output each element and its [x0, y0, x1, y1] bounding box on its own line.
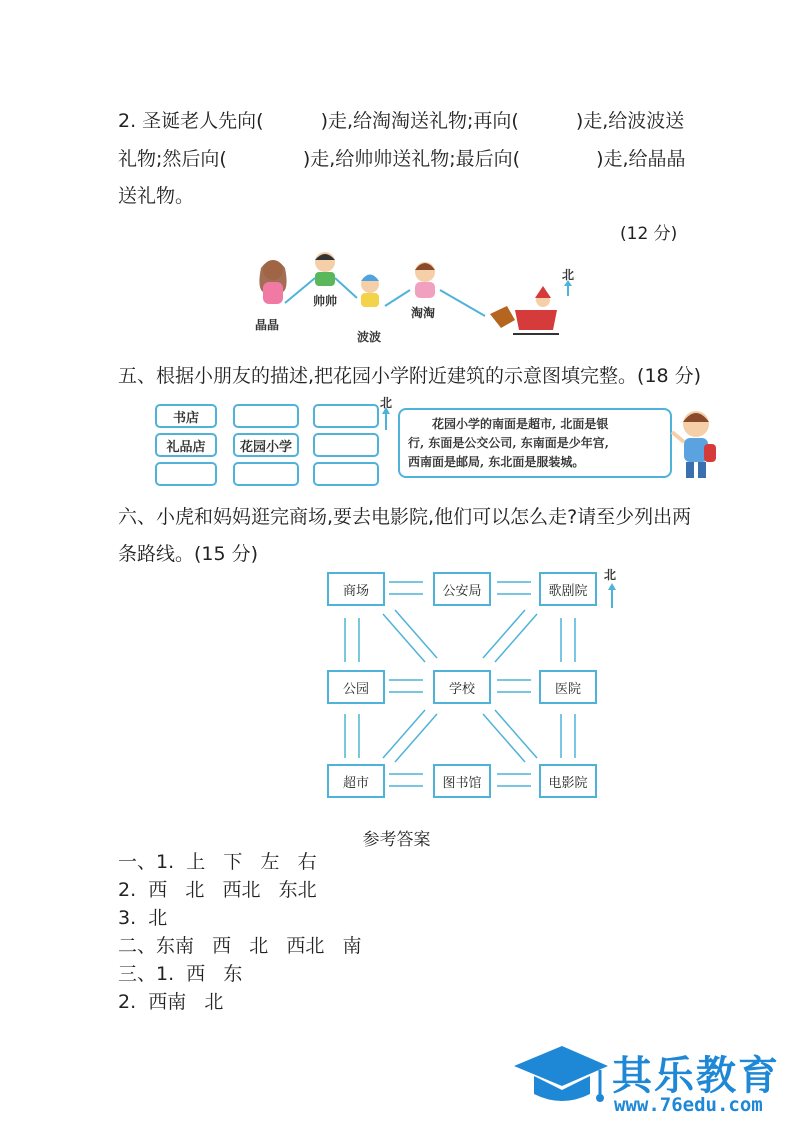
north-label: 北 — [562, 268, 575, 282]
map-supermarket: 超市 — [327, 764, 385, 798]
q6-street-map — [325, 570, 635, 802]
label-bobo: 波波 — [357, 330, 382, 344]
map-library: 图书馆 — [433, 764, 491, 798]
q6-line-1: 六、小虎和妈妈逛完商场,要去电影院,他们可以怎么走?请至少列出两 — [118, 506, 692, 528]
answer-line-6: 2. 西南 北 — [118, 991, 224, 1013]
label-taotao: 淘淘 — [411, 306, 436, 320]
grid-cell-6[interactable] — [313, 433, 379, 457]
map-opera-house: 歌剧院 — [539, 572, 597, 606]
kid-bobo-icon — [361, 275, 379, 308]
grid-cell-1: 书店 — [155, 404, 217, 428]
answer-line-4: 二、东南 西 北 西北 南 — [118, 935, 362, 957]
map-hospital: 医院 — [539, 670, 597, 704]
logo-url: www.76edu.com — [614, 1094, 763, 1116]
speech-line-3: 西南面是邮局, 东北面是服装城。 — [408, 455, 585, 469]
answers-title: 参考答案 — [362, 830, 431, 850]
map-cinema: 电影院 — [539, 764, 597, 798]
grid-cell-8[interactable] — [233, 462, 299, 486]
label-jingjing: 晶晶 — [255, 318, 280, 332]
grid-cell-4: 礼品店 — [155, 433, 217, 457]
answer-line-2: 2. 西 北 西北 东北 — [118, 879, 317, 901]
grid-cell-7[interactable] — [155, 462, 217, 486]
map-police-station: 公安局 — [433, 572, 491, 606]
kid-taotao-icon — [415, 262, 435, 298]
kid-speaker-icon — [668, 404, 724, 484]
map-school: 学校 — [433, 670, 491, 704]
sleigh-icon — [490, 286, 559, 334]
graduation-cap-icon — [510, 1040, 610, 1106]
answer-line-1: 一、1. 上 下 左 右 — [118, 851, 317, 873]
q5-title: 五、根据小朋友的描述,把花园小学附近建筑的示意图填完整。(18 分) — [118, 365, 702, 387]
map-park: 公园 — [327, 670, 385, 704]
santa-route-figure — [245, 248, 575, 348]
speech-line-2: 行, 东面是公交公司, 东南面是少年宫, — [408, 436, 609, 450]
answer-line-5: 三、1. 西 东 — [118, 963, 243, 985]
kid-shuaishuai-icon — [315, 252, 335, 286]
grid-cell-5: 花园小学 — [233, 433, 299, 457]
map-mall: 商场 — [327, 572, 385, 606]
q6-line-2: 条路线。(15 分) — [118, 543, 259, 565]
grid-cell-2[interactable] — [233, 404, 299, 428]
q2-line-1: 2. 圣诞老人先向( )走,给淘淘送礼物;再向( )走,给波波送 — [118, 110, 685, 132]
kid-jingjing-icon — [259, 260, 286, 304]
label-shuaishuai: 帅帅 — [313, 294, 338, 308]
speech-bubble — [398, 408, 672, 478]
q2-line-2: 礼物;然后向( )走,给帅帅送礼物;最后向( )走,给晶晶 — [118, 148, 686, 170]
q5-building-grid — [155, 404, 395, 490]
grid-cell-3[interactable] — [313, 404, 379, 428]
route-lines — [245, 248, 575, 348]
logo-name: 其乐教育 — [612, 1053, 780, 1099]
answer-line-3: 3. 北 — [118, 907, 168, 929]
q2-line-3: 送礼物。 — [118, 185, 195, 207]
speech-line-1: 花园小学的南面是超市, 北面是银 — [432, 417, 609, 431]
q6-north-label: 北 — [604, 568, 617, 582]
q5-north-label: 北 — [380, 396, 393, 410]
grid-cell-9[interactable] — [313, 462, 379, 486]
q2-score: (12 分) — [620, 224, 678, 244]
